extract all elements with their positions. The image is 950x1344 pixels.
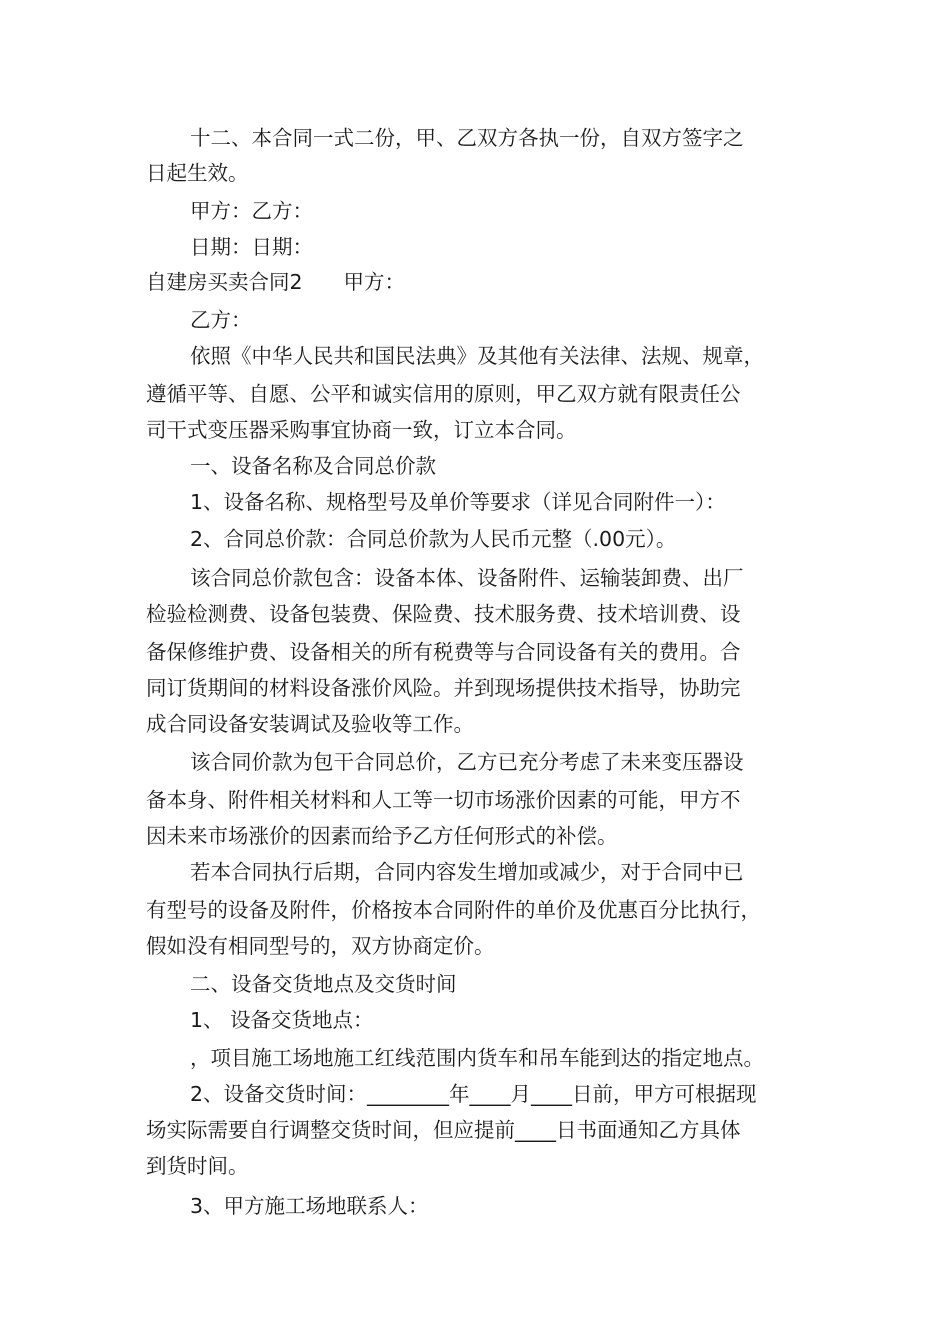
paragraph-line: 有型号的设备及附件，价格按本合同附件的单价及优惠百分比执行， <box>146 898 761 922</box>
paragraph-line: 场实际需要自行调整交货时间，但应提前____日书面通知乙方具体 <box>146 1118 741 1142</box>
paragraph-line: 乙方： <box>190 308 252 332</box>
paragraph-line: 甲方：乙方： <box>190 199 313 223</box>
paragraph-line: 备保修维护费、设备相关的所有税费等与合同设备有关的费用。合 <box>146 640 741 664</box>
paragraph-line: 1、设备名称、规格型号及单价等要求（详见合同附件一）： <box>190 490 726 514</box>
paragraph-line: 到货时间。 <box>146 1154 249 1178</box>
heading-line: 二、设备交货地点及交货时间 <box>190 972 457 996</box>
paragraph-line: 假如没有相同型号的，双方协商定价。 <box>146 934 495 958</box>
paragraph-line: 日期：日期： <box>190 235 313 259</box>
paragraph-line: 遵循平等、自愿、公平和诚实信用的原则，甲乙双方就有限责任公 <box>146 382 741 406</box>
paragraph-line: 日起生效。 <box>146 161 249 185</box>
paragraph-line: 若本合同执行后期，合同内容发生增加或减少，对于合同中已 <box>190 860 744 884</box>
section-title: 自建房买卖合同2 甲方： <box>146 270 406 294</box>
paragraph-line: 该合同价款为包干合同总价，乙方已充分考虑了未来变压器设 <box>190 750 744 774</box>
paragraph-line: 3、甲方施工场地联系人： <box>190 1194 429 1218</box>
paragraph-line: 1、 设备交货地点： <box>190 1008 374 1032</box>
paragraph-line: 检验检测费、设备包装费、保险费、技术服务费、技术培训费、设 <box>146 602 741 626</box>
paragraph-line: 十二、本合同一式二份，甲、乙双方各执一份，自双方签字之 <box>190 126 744 150</box>
paragraph-line: 因未来市场涨价的因素而给予乙方任何形式的补偿。 <box>146 824 618 848</box>
paragraph-line: 该合同总价款包含：设备本体、设备附件、运输装卸费、出厂 <box>190 566 744 590</box>
paragraph-line: 依照《中华人民共和国民法典》及其他有关法律、法规、规章， <box>190 344 764 368</box>
paragraph-line: 2、合同总价款：合同总价款为人民币元整（.00元）。 <box>190 527 677 551</box>
paragraph-line: 2、设备交货时间：________年____月____日前，甲方可根据现 <box>190 1082 757 1106</box>
paragraph-line: 备本身、附件相关材料和人工等一切市场涨价因素的可能，甲方不 <box>146 788 741 812</box>
paragraph-line: 司干式变压器采购事宜协商一致，订立本合同。 <box>146 418 577 442</box>
paragraph-line: ，项目施工场地施工红线范围内货车和吊车能到达的指定地点。 <box>190 1046 764 1070</box>
paragraph-line: 同订货期间的材料设备涨价风险。并到现场提供技术指导，协助完 <box>146 676 741 700</box>
heading-line: 一、设备名称及合同总价款 <box>190 454 436 478</box>
paragraph-line: 成合同设备安装调试及验收等工作。 <box>146 712 474 736</box>
